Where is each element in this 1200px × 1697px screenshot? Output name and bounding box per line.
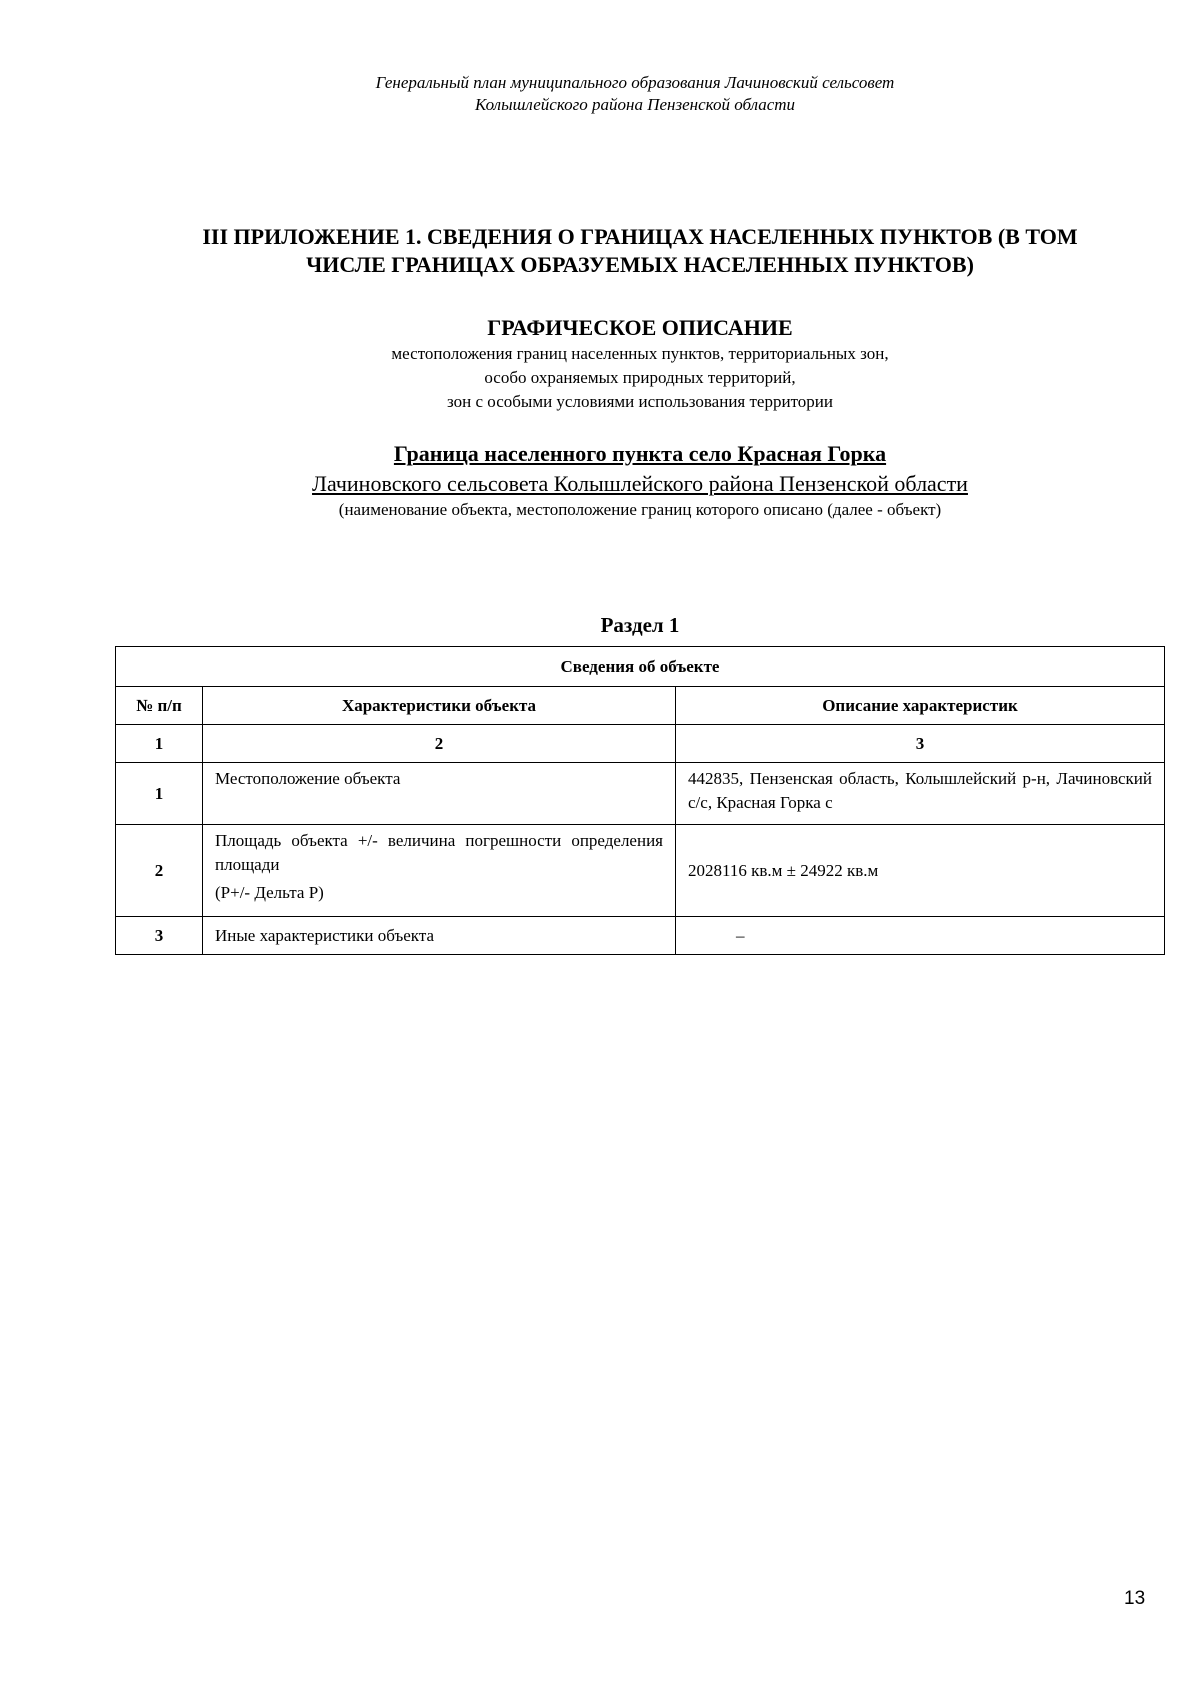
row-characteristic-cell <box>203 825 676 917</box>
object-name: Граница населенного пункта село Красная Горка <box>393 441 887 466</box>
section-title: Раздел 1 <box>600 613 680 637</box>
table-caption: Сведения об объекте <box>116 647 1165 687</box>
graphic-subtitle-line-1: местоположения границ населенных пунктов, территориальных зон, <box>391 344 889 363</box>
object-location: Лачиновского сельсовета Колышлейского района Пензенской области <box>312 471 968 496</box>
row-characteristic: Местоположение объекта <box>203 763 676 825</box>
object-info-table <box>115 646 1165 955</box>
object-note: (наименование объекта, местоположение границ которого описано (далее - объект) <box>338 500 942 519</box>
table-row <box>116 825 1165 917</box>
running-header <box>0 72 1200 116</box>
table-row <box>116 763 1165 825</box>
header-characteristic: Характеристики объекта <box>203 687 676 725</box>
appendix-title-line-2: ЧИСЛЕ ГРАНИЦАХ ОБРАЗУЕМЫХ НАСЕЛЕННЫХ ПУНКТОВ) <box>306 252 974 277</box>
numbering-cell: 2 <box>203 725 676 763</box>
row-characteristic: Площадь объекта +/- величина погрешности определения площади <box>215 831 663 874</box>
row-description: – <box>676 917 1165 955</box>
graphic-subtitle-line-2: особо охраняемых природных территорий, <box>484 368 796 387</box>
header-line-2: Колышлейского района Пензенской области <box>474 95 796 114</box>
row-characteristic: Иные характеристики объекта <box>203 917 676 955</box>
row-num: 2 <box>116 825 203 917</box>
numbering-cell: 1 <box>116 725 203 763</box>
row-num: 3 <box>116 917 203 955</box>
row-description: 442835, Пензенская область, Колышлейский р-н, Лачиновский с/с, Красная Горка с <box>676 763 1165 825</box>
graphic-subtitle-line-3: зон с особыми условиями использования территории <box>447 392 833 411</box>
appendix-title-line-1: III ПРИЛОЖЕНИЕ 1. СВЕДЕНИЯ О ГРАНИЦАХ НАСЕЛЕННЫХ ПУНКТОВ (В ТОМ <box>202 224 1078 249</box>
table-header-row <box>116 687 1165 725</box>
appendix-title <box>130 223 1150 279</box>
table-caption-row <box>116 647 1165 687</box>
row-characteristic-extra: (Р+/- Дельта Р) <box>215 883 324 902</box>
row-description: 2028116 кв.м ± 24922 кв.м <box>676 825 1165 917</box>
header-line-1: Генеральный план муниципального образования Лачиновский сельсовет <box>375 73 895 92</box>
table-numbering-row <box>116 725 1165 763</box>
graphic-description-subtitle <box>130 342 1150 414</box>
header-description: Описание характеристик <box>676 687 1165 725</box>
table-row <box>116 917 1165 955</box>
header-num: № п/п <box>116 687 203 725</box>
row-num: 1 <box>116 763 203 825</box>
page-number: 13 <box>1124 1588 1146 1609</box>
graphic-description-title: ГРАФИЧЕСКОЕ ОПИСАНИЕ <box>487 315 793 340</box>
numbering-cell: 3 <box>676 725 1165 763</box>
